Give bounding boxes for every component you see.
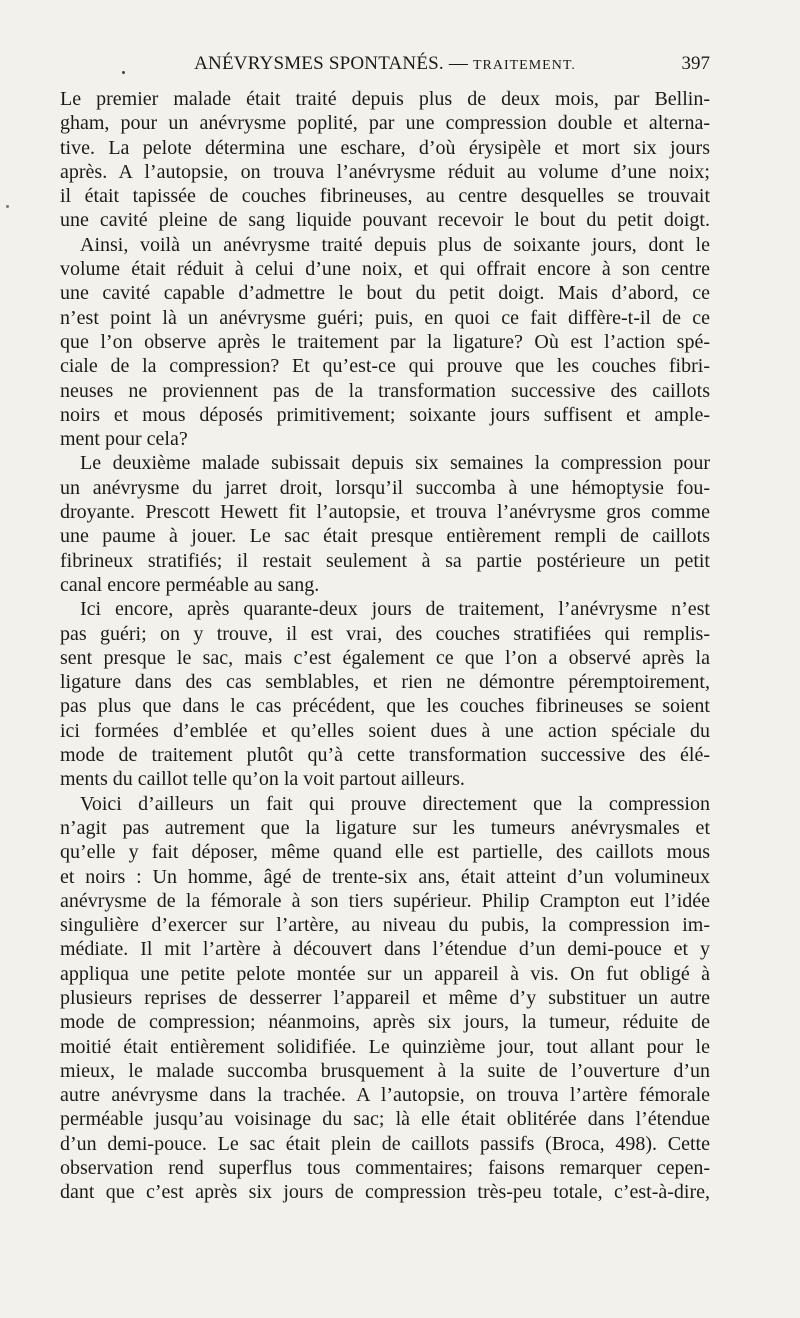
text-line: tive. La pelote détermina une eschare, d’où érysipèle et mort six jours	[60, 136, 710, 159]
text-line: pas guéri; on y trouve, il est vrai, des couches stratifiées qui remplis-	[60, 622, 710, 645]
running-head-main: ANÉVRYSMES SPONTANÉS.	[194, 53, 444, 74]
text-line: fibrineux stratifiés; il restait seulement à sa partie postérieure un petit	[60, 549, 710, 572]
text-line: gham, pour un anévrysme poplité, par une compression double et alterna-	[60, 112, 710, 135]
ink-speck	[6, 205, 9, 208]
text-line: droyante. Prescott Hewett fit l’autopsie, et trouva l’anévrysme gros comme	[60, 501, 710, 524]
page-number: 397	[681, 53, 710, 74]
text-line: mode de compression; néanmoins, après six jours, la tumeur, réduite de	[60, 1011, 710, 1034]
text-line: après. A l’autopsie, on trouva l’anévrysme réduit au volume d’une noix;	[60, 160, 710, 183]
text-line: d’un demi-pouce. Le sac était plein de caillots passifs (Broca, 498). Cette	[60, 1132, 710, 1155]
text-line: appliqua une petite pelote montée sur un appareil à vis. On fut obligé à	[60, 962, 710, 985]
text-line: Ainsi, voilà un anévrysme traité depuis plus de soixante jours, dont le	[80, 233, 710, 256]
text-line: anévrysme de la fémorale à son tiers supérieur. Philip Crampton eut l’idée	[60, 889, 710, 912]
text-line: Le deuxième malade subissait depuis six semaines la compression pour	[80, 452, 710, 475]
text-line: médiate. Il mit l’artère à découvert dans l’étendue d’un demi-pouce et y	[60, 938, 710, 961]
text-line: n’est point là un anévrysme guéri; puis, en quoi ce fait diffère-t-il de ce	[60, 306, 710, 329]
running-head-section: TRAITEMENT.	[472, 58, 576, 73]
text-line: ments du caillot telle qu’on la voit partout ailleurs.	[60, 768, 465, 791]
text-line: noirs et mous déposés primitivement; soixante jours suffisent et ample-	[60, 403, 710, 426]
text-line: pas plus que dans le cas précédent, que les couches fibrineuses se soient	[60, 695, 710, 718]
body-text	[60, 87, 710, 1205]
text-line: observation rend superflus tous commentaires; faisons remarquer cepen-	[60, 1157, 710, 1180]
text-line: sent presque le sac, mais c’est également ce que l’on a observé après la	[60, 646, 710, 669]
text-line: mode de traitement plutôt qu’à cette transformation successive des élé-	[60, 744, 710, 767]
text-line: une paume à jouer. Le sac était presque entièrement rempli de caillots	[60, 525, 710, 548]
text-line: perméable jusqu’au voisinage du sac; là elle était oblitérée dans l’étendue	[60, 1108, 710, 1131]
text-line: mieux, le malade succomba brusquement à la suite de l’ouverture d’un	[60, 1059, 710, 1082]
running-head	[60, 50, 710, 78]
text-line: un anévrysme du jarret droit, lorsqu’il succomba à une hémoptysie fou-	[60, 476, 710, 499]
running-head-dash: —	[448, 53, 469, 74]
running-head-title	[60, 50, 710, 80]
text-line: Le premier malade était traité depuis plus de deux mois, par Bellin-	[60, 88, 710, 110]
text-line: que l’on observe après le traitement par la ligature? Où est l’action spé-	[60, 330, 710, 353]
text-line: et noirs : Un homme, âgé de trente-six ans, était atteint d’un volumineux	[60, 865, 710, 888]
text-line: il était tapissée de couches fibrineuses, au centre desquelles se trouvait	[60, 185, 710, 208]
text-line: volume était réduit à celui d’une noix, et qui offrait encore à son centre	[60, 258, 710, 281]
text-line: Voici d’ailleurs un fait qui prouve directement que la compression	[80, 792, 710, 815]
text-line: autre anévrysme dans la trachée. A l’autopsie, on trouva l’artère fémorale	[60, 1084, 710, 1107]
text-line: qu’elle y fait déposer, même quand elle est partielle, des caillots mous	[60, 841, 710, 864]
text-line: ligature dans des cas semblables, et rien ne démontre péremptoirement,	[60, 671, 710, 694]
text-line: une cavité capable d’admettre le bout du petit doigt. Mais d’abord, ce	[60, 282, 710, 305]
text-line: singulière d’exercer sur l’artère, au niveau du pubis, la compression im-	[60, 914, 710, 937]
text-line: moitié était entièrement solidifiée. Le quinzième jour, tout allant pour le	[60, 1035, 710, 1058]
text-line: plusieurs reprises de desserrer l’appareil et même d’y substituer un autre	[60, 986, 710, 1009]
text-line: ciale de la compression? Et qu’est-ce qui prouve que les couches fibri-	[60, 355, 710, 378]
text-line: dant que c’est après six jours de compression très-peu totale, c’est-à-dire,	[60, 1181, 710, 1204]
text-line: une cavité pleine de sang liquide pouvant recevoir le bout du petit doigt.	[60, 209, 710, 232]
text-line: neuses ne proviennent pas de la transformation successive des caillots	[60, 379, 710, 402]
text-line: ici formées d’emblée et qu’elles soient dues à une action spéciale du	[60, 719, 710, 742]
text-line: Ici encore, après quarante-deux jours de traitement, l’anévrysme n’est	[80, 598, 710, 621]
text-line: ment pour cela?	[60, 428, 188, 451]
text-line: n’agit pas autrement que la ligature sur les tumeurs anévrysmales et	[60, 816, 710, 839]
text-line: canal encore perméable au sang.	[60, 573, 320, 596]
